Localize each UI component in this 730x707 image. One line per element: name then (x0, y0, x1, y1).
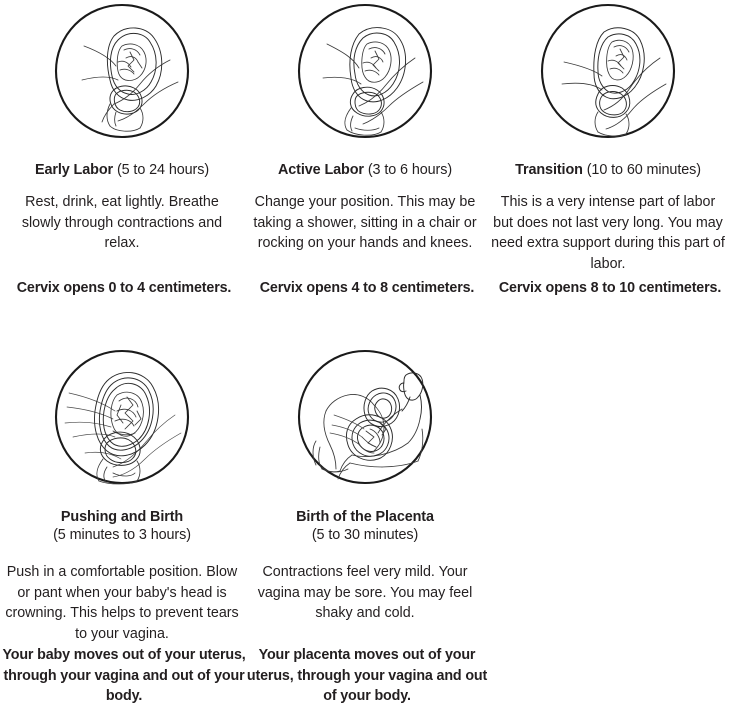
stage-title-active-labor (243, 162, 487, 179)
stage-card-early-labor (0, 0, 244, 296)
illustration-transition (486, 0, 730, 148)
uterus-cross-section-active-labor-icon (295, 0, 435, 142)
stage-cervix-active-labor: Cervix opens 4 to 8 centimeters. (259, 280, 475, 296)
stage-duration: (10 to 60 minutes) (586, 162, 701, 178)
stage-duration: (5 minutes to 3 hours) (53, 527, 191, 543)
stage-name: Early Labor (34, 162, 114, 178)
stage-title-early-labor (0, 162, 244, 179)
uterus-cross-section-transition-icon (538, 0, 678, 142)
stage-body-pushing-and-birth: Push in a comfortable position. Blow or pant when your baby's head is crowning. This helps to prevent tears to your vagina. (5, 564, 239, 642)
stage-body-active-labor: Change your position. This may be taking a shower, sitting in a chair or rocking on your hands and knees. (253, 194, 477, 251)
stage-body-early-labor: Rest, drink, eat lightly. Breathe slowly through contractions and relax. (21, 194, 223, 251)
uterus-cross-section-pushing-birth-icon (51, 345, 193, 489)
stage-card-birth-of-the-placenta (243, 345, 488, 704)
stage-cervix-transition: Cervix opens 8 to 10 centimeters. (498, 280, 722, 296)
stage-cervix-early-labor: Cervix opens 0 to 4 centimeters. (16, 280, 232, 296)
stage-title-pushing-and-birth (0, 509, 244, 545)
stage-card-pushing-and-birth (0, 345, 246, 704)
stage-duration: (3 to 6 hours) (367, 162, 453, 178)
stage-title-transition (486, 162, 730, 179)
stage-card-transition (486, 0, 730, 296)
stage-body-birth-of-the-placenta: Contractions feel very mild. Your vagina may be sore. You may feel shaky and cold. (257, 564, 473, 621)
stage-card-active-labor (243, 0, 487, 296)
stage-outcome-pushing-and-birth: Your baby moves out of your uterus, through your vagina and out of your body. (2, 647, 246, 704)
stage-name: Active Labor (277, 162, 364, 178)
stage-name: Birth of the Placenta (296, 509, 434, 525)
reclining-person-placenta-delivery-icon (294, 345, 436, 489)
illustration-active-labor (243, 0, 487, 148)
stage-name: Transition (515, 162, 583, 178)
stage-body-transition: This is a very intense part of labor but does not last very long. You may need extra support during this part of labor. (491, 194, 725, 272)
illustration-pushing-and-birth (0, 345, 244, 495)
stage-name: Pushing and Birth (60, 509, 184, 525)
stage-title-birth-of-the-placenta (243, 509, 487, 545)
stage-outcome-birth-of-the-placenta: Your placenta moves out of your uterus, through your vagina and out of your body. (246, 647, 488, 704)
stage-duration: (5 to 30 minutes) (311, 527, 419, 543)
illustration-birth-of-the-placenta (243, 345, 487, 495)
illustration-early-labor (0, 0, 244, 148)
stage-duration: (5 to 24 hours) (116, 162, 210, 178)
uterus-cross-section-early-labor-icon (52, 0, 192, 142)
